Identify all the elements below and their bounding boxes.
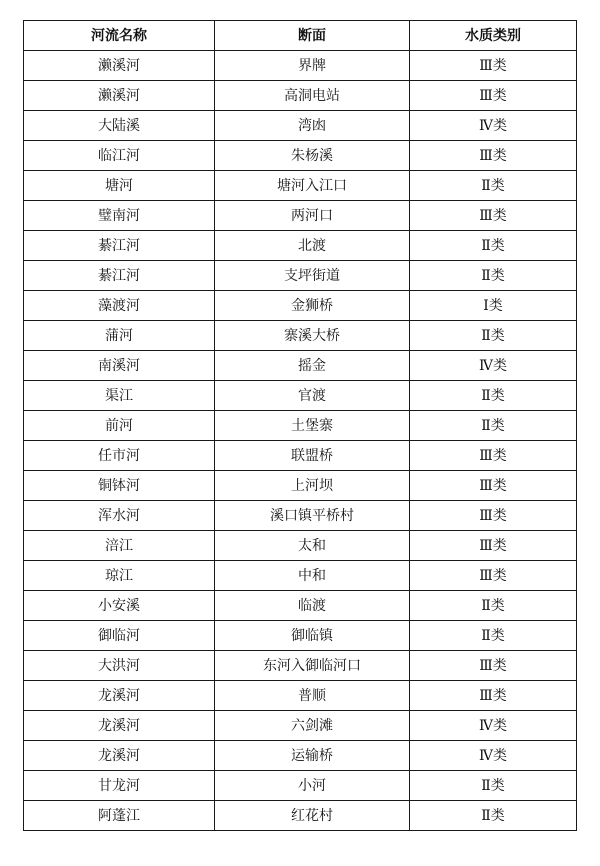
water-quality-cell: Ⅱ类 — [410, 321, 577, 351]
section-cell: 金狮桥 — [215, 291, 410, 321]
river-name-cell: 大陆溪 — [24, 111, 215, 141]
header-water-quality: 水质类别 — [410, 21, 577, 51]
water-quality-cell: Ⅱ类 — [410, 591, 577, 621]
section-cell: 两河口 — [215, 201, 410, 231]
table-row — [24, 291, 577, 321]
river-name-cell: 前河 — [24, 411, 215, 441]
section-cell: 界牌 — [215, 51, 410, 81]
table-header — [24, 21, 577, 51]
river-name-cell: 塘河 — [24, 171, 215, 201]
river-name-cell: 大洪河 — [24, 651, 215, 681]
header-river-name: 河流名称 — [24, 21, 215, 51]
section-cell: 官渡 — [215, 381, 410, 411]
table-row — [24, 471, 577, 501]
table-row — [24, 711, 577, 741]
river-name-cell: 龙溪河 — [24, 741, 215, 771]
table-row — [24, 651, 577, 681]
river-name-cell: 涪江 — [24, 531, 215, 561]
table-row — [24, 81, 577, 111]
section-cell: 御临镇 — [215, 621, 410, 651]
table-row — [24, 231, 577, 261]
table-row — [24, 141, 577, 171]
table-row — [24, 501, 577, 531]
river-name-cell: 渠江 — [24, 381, 215, 411]
section-cell: 小河 — [215, 771, 410, 801]
water-quality-cell: Ⅱ类 — [410, 171, 577, 201]
water-quality-cell: Ⅲ类 — [410, 51, 577, 81]
water-quality-cell: Ⅲ类 — [410, 441, 577, 471]
table-row — [24, 351, 577, 381]
water-quality-cell: Ⅳ类 — [410, 111, 577, 141]
water-quality-cell: Ⅲ类 — [410, 471, 577, 501]
section-cell: 溪口镇平桥村 — [215, 501, 410, 531]
table-row — [24, 381, 577, 411]
river-name-cell: 铜钵河 — [24, 471, 215, 501]
table-row — [24, 201, 577, 231]
table-body — [24, 51, 577, 831]
section-cell: 普顺 — [215, 681, 410, 711]
river-name-cell: 綦江河 — [24, 231, 215, 261]
section-cell: 朱杨溪 — [215, 141, 410, 171]
table-row — [24, 771, 577, 801]
river-name-cell: 浑水河 — [24, 501, 215, 531]
river-name-cell: 任市河 — [24, 441, 215, 471]
water-quality-cell: Ⅳ类 — [410, 741, 577, 771]
river-name-cell: 蒲河 — [24, 321, 215, 351]
table-row — [24, 171, 577, 201]
table-row — [24, 411, 577, 441]
section-cell: 寨溪大桥 — [215, 321, 410, 351]
section-cell: 临渡 — [215, 591, 410, 621]
table-row — [24, 261, 577, 291]
header-row — [24, 21, 577, 51]
table-row — [24, 801, 577, 831]
table-row — [24, 681, 577, 711]
table-row — [24, 621, 577, 651]
river-name-cell: 龙溪河 — [24, 681, 215, 711]
section-cell: 北渡 — [215, 231, 410, 261]
river-name-cell: 龙溪河 — [24, 711, 215, 741]
section-cell: 东河入御临河口 — [215, 651, 410, 681]
section-cell: 联盟桥 — [215, 441, 410, 471]
table-row — [24, 441, 577, 471]
section-cell: 上河坝 — [215, 471, 410, 501]
water-quality-cell: Ⅲ类 — [410, 531, 577, 561]
river-name-cell: 濑溪河 — [24, 81, 215, 111]
river-name-cell: 阿蓬江 — [24, 801, 215, 831]
river-name-cell: 琼江 — [24, 561, 215, 591]
table-row — [24, 531, 577, 561]
table-row — [24, 51, 577, 81]
section-cell: 塘河入江口 — [215, 171, 410, 201]
water-quality-cell: Ⅱ类 — [410, 801, 577, 831]
river-name-cell: 綦江河 — [24, 261, 215, 291]
header-section: 断面 — [215, 21, 410, 51]
section-cell: 土堡寨 — [215, 411, 410, 441]
water-quality-cell: Ⅲ类 — [410, 681, 577, 711]
section-cell: 摇金 — [215, 351, 410, 381]
water-quality-cell: Ⅱ类 — [410, 381, 577, 411]
water-quality-cell: Ⅰ类 — [410, 291, 577, 321]
water-quality-cell: Ⅱ类 — [410, 411, 577, 441]
table-row — [24, 111, 577, 141]
section-cell: 高洞电站 — [215, 81, 410, 111]
river-name-cell: 御临河 — [24, 621, 215, 651]
water-quality-cell: Ⅱ类 — [410, 231, 577, 261]
section-cell: 运输桥 — [215, 741, 410, 771]
water-quality-cell: Ⅱ类 — [410, 771, 577, 801]
river-name-cell: 濑溪河 — [24, 51, 215, 81]
water-quality-cell: Ⅲ类 — [410, 651, 577, 681]
water-quality-cell: Ⅲ类 — [410, 141, 577, 171]
river-name-cell: 南溪河 — [24, 351, 215, 381]
river-name-cell: 小安溪 — [24, 591, 215, 621]
section-cell: 支坪街道 — [215, 261, 410, 291]
water-quality-cell: Ⅳ类 — [410, 711, 577, 741]
water-quality-cell: Ⅲ类 — [410, 201, 577, 231]
river-name-cell: 临江河 — [24, 141, 215, 171]
river-name-cell: 甘龙河 — [24, 771, 215, 801]
section-cell: 太和 — [215, 531, 410, 561]
water-quality-cell: Ⅱ类 — [410, 261, 577, 291]
section-cell: 六剑滩 — [215, 711, 410, 741]
river-name-cell: 藻渡河 — [24, 291, 215, 321]
table-row — [24, 321, 577, 351]
table-row — [24, 741, 577, 771]
section-cell: 湾凼 — [215, 111, 410, 141]
river-name-cell: 璧南河 — [24, 201, 215, 231]
water-quality-cell: Ⅲ类 — [410, 561, 577, 591]
water-quality-cell: Ⅲ类 — [410, 81, 577, 111]
water-quality-cell: Ⅱ类 — [410, 621, 577, 651]
water-quality-cell: Ⅳ类 — [410, 351, 577, 381]
table-row — [24, 591, 577, 621]
table-row — [24, 561, 577, 591]
water-quality-cell: Ⅲ类 — [410, 501, 577, 531]
water-quality-table — [23, 20, 577, 831]
section-cell: 中和 — [215, 561, 410, 591]
section-cell: 红花村 — [215, 801, 410, 831]
